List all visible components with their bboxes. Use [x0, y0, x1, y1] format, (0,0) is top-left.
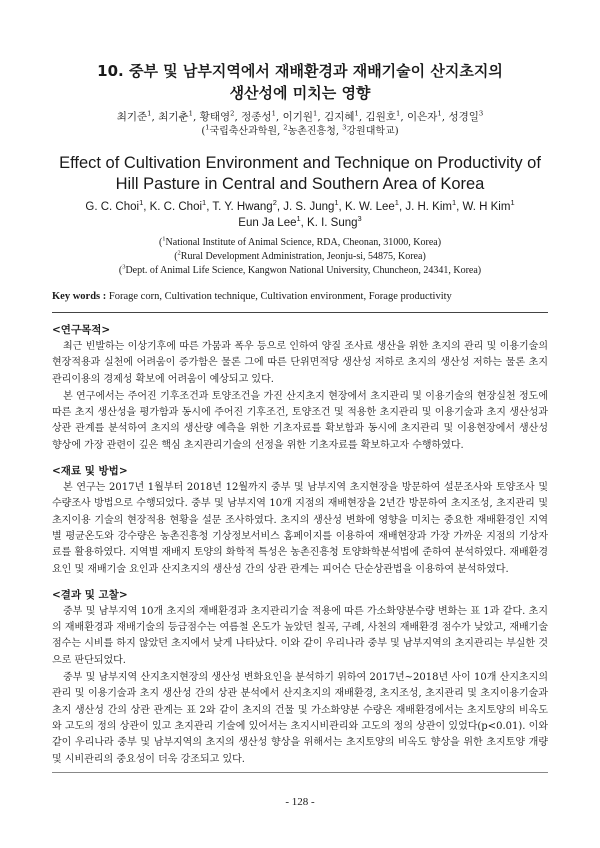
author	[158, 111, 193, 123]
author-name: 황태영	[199, 111, 231, 123]
author-name: T. Y. Hwang	[212, 201, 273, 213]
author-name: 최기준	[116, 111, 148, 123]
paper-page	[52, 60, 548, 773]
affiliation-mark: 1	[147, 109, 152, 118]
author	[407, 111, 442, 123]
author-name: K. W. Lee	[344, 201, 395, 213]
affiliation-mark: 3	[122, 263, 126, 271]
paragraph: 본 연구는 2017년 1월부터 2018년 12월까지 중부 및 남부지역 초지현장을 방문하여 설문조사와 토양조사 및 수량조사 방법으로 수행되었다. 중부 및 남부지역 10개 지점의 재배현장을 2년간 방문하여 초지조성, 초지관리 및 초지이용 기술의 현장적용 현황을 설문 조사하였다. 초지의 생산성 변화에 영향을 미치는 중요한 재배환경인 지역별 평균온도와 강수량은 농촌진흥청 기상정보서비스 홈페이지를 이용하여 재배현장과 가장 가까운 지점의 기상자료를 활용하였다. 지역별 재배지 토양의 화학적 특성은 농촌진흥청 토양화학분석법에 준하여 분석하였다. 재배환경 요인 및 재배기술 요인과 산지초지의 생산성 간의 상관 관계는 피어슨 단순상관법을 이용하여 분석하였다.	[52, 482, 548, 575]
author	[241, 111, 276, 123]
author	[85, 198, 144, 213]
author-name: W. H Kim	[462, 201, 511, 213]
english-affiliations	[52, 236, 548, 278]
english-affiliation: ($^3$Dept. of Animal Life Science, Kangwon National University, Chuncheon, 24341, Korea)	[118, 263, 482, 276]
affiliation-mark: 1	[202, 198, 207, 208]
author	[149, 198, 207, 213]
affiliation-mark: 1	[313, 109, 318, 118]
keywords-text: Forage corn, Cultivation technique, Cultivation environment, Forage productivity	[108, 291, 452, 302]
affiliation-mark: 1	[334, 198, 339, 208]
author	[366, 111, 401, 123]
author	[405, 198, 457, 213]
page-number: - 128 -	[285, 796, 315, 808]
english-affiliation: ($^1$National Institute of Animal Science, RDA, Cheonan, 31000, Korea)	[158, 235, 442, 248]
korean-title-line2: 생산성에 미치는 영향	[229, 84, 371, 102]
affiliation-mark: 1	[205, 123, 210, 132]
author	[283, 198, 339, 213]
affiliation-mark: 1	[162, 235, 166, 243]
author	[462, 198, 515, 213]
affiliation-mark: 1	[296, 214, 301, 224]
author	[200, 111, 235, 123]
english-title-line1: Effect of Cultivation Environment and Technique on Productivity of	[59, 154, 541, 172]
section-results	[52, 588, 548, 768]
affiliation-mark: 1	[271, 109, 276, 118]
keywords-label: Key words :	[52, 291, 107, 302]
section-methods	[52, 464, 548, 578]
english-title	[52, 153, 548, 195]
korean-title-line1: 10. 중부 및 남부지역에서 재배환경과 재배기술이 산지초지의	[97, 62, 503, 80]
korean-affiliations: ($^1$국립축산과학원, $^2$농촌진흥청, $^3$강원대학교)	[201, 123, 399, 137]
keywords	[52, 290, 548, 304]
english-title-line2: Hill Pasture in Central and Southern Area of Korea	[115, 175, 485, 193]
author-name: 이은자	[407, 111, 438, 123]
author-name: J. S. Jung	[283, 201, 335, 213]
affiliation-text: Dept. of Animal Life Science, Kangwon National University, Chuncheon, 24341, Korea	[125, 265, 478, 276]
author	[117, 111, 152, 123]
author	[307, 214, 362, 229]
author	[324, 111, 359, 123]
korean-title	[52, 60, 548, 104]
affiliation-mark: 1	[395, 109, 401, 118]
keywords-divider	[52, 312, 548, 313]
author-name: G. C. Choi	[85, 201, 140, 213]
affiliation-mark: 3	[342, 123, 347, 132]
affiliation-mark: 1	[354, 109, 359, 118]
affiliation-mark: 1	[451, 198, 457, 208]
affiliation-mark: 2	[177, 249, 181, 257]
end-divider	[52, 772, 548, 773]
section-heading: <결과 및 고찰>	[52, 588, 128, 601]
section-heading: <연구목적>	[52, 324, 111, 336]
section-purpose	[52, 323, 548, 454]
affiliation-mark: 3	[357, 214, 362, 224]
author	[448, 111, 483, 123]
korean-authors: 최기준$^1$, 최기춘$^1$, 황태영$^2$, 정종성$^1$, 이기원$^1$, 김지혜$^1$, 김원호$^1$, 이은자$^1$, 성경일$^3$	[116, 109, 484, 123]
affiliation-text: Rural Development Administration, Jeonju-si, 54875, Korea	[180, 251, 423, 262]
affiliation-name: 농촌진흥청	[287, 126, 336, 137]
affiliation-mark: 2	[272, 198, 277, 208]
paragraph: 중부 및 남부지역 10개 초지의 재배환경과 초지관리기술 적용에 따른 가소화양분수량 변화는 표 1과 같다. 초지의 재배환경과 재배기술의 등급점수는 여름철 온도가 높았던 칠곡, 구례, 사천의 재배환경 점수가 낮았고, 재배기술 점수는 시비를 하지 않았던 초지에서 낮게 나타났다. 이와 같이 우리나라 중부 및 남부지역의 초지관리는 부실한 것으로 판단되었다.	[52, 605, 548, 666]
affiliation-mark: 1	[394, 198, 399, 208]
author-name: 이기원	[282, 111, 314, 123]
affiliation-mark: 3	[478, 109, 484, 118]
affiliation-mark: 2	[230, 109, 235, 118]
affiliation-name: 강원대학교	[346, 126, 395, 137]
author-name: J. H. Kim	[405, 201, 452, 213]
affiliation-mark: 2	[283, 123, 288, 132]
paragraph: 중부 및 남부지역 산지초지현장의 생산성 변화요인을 분석하기 위하여 2017년~2018년 사이 10개 산지초지의 관리 및 이용기술과 초지 생산성 간의 상관 분석에서 산지초지의 재배환경, 초지조성, 초지관리 및 초지이용기술과 초지 생산성 간의 상관 관계는 표 2와 같이 초지의 건물 및 가소화양분 수량은 재배환경에서는 초지토양의 비옥도와 고도의 정의 상관이 있고 초지관리 기술에 있어서는 초지시비관리와 고도의 정의 상관이 있었다(p<0.01). 이와 같이 우리나라 중부 및 남부지역의 초지의 생산성 향상을 위해서는 초지토양의 비옥도 향상을 위한 초지토양 개량 및 시비관리의 중요성이 더욱 강조되고 있다.	[52, 672, 548, 765]
english-authors-line1: G. C. Choi$^1$, K. C. Choi$^1$, T. Y. Hwang$^2$, J. S. Jung$^1$, K. W. Lee$^1$, J. H. Kim$^1$, W. H Kim$^1$	[85, 198, 515, 213]
affiliation-name: 국립축산과학원	[209, 126, 278, 137]
english-affiliation: ($^2$Rural Development Administration, Jeonju-si, 54875, Korea)	[174, 249, 426, 262]
affiliation-mark: 1	[188, 109, 193, 118]
author-name: 김원호	[365, 111, 396, 123]
author	[212, 198, 277, 213]
author	[344, 198, 399, 213]
paragraph: 최근 빈발하는 이상기후에 따른 가뭄과 폭우 등으로 인하여 양질 조사료 생산을 위한 초지의 관리 및 이용기술의 현장적용과 실천에 어려움이 증가함은 물론 그에 따른 단위면적당 생산성 저하로 초지의 생산성 저하는 물론 초지관리이용의 경제성 확보에 어려움이 예상되고 있다.	[52, 341, 548, 385]
author-name: 성경일	[448, 111, 479, 123]
author-name: K. I. Sung	[307, 217, 358, 229]
english-authors	[52, 199, 548, 231]
paragraph: 본 연구에서는 주어진 기후조건과 토양조건을 가진 산지초지 현장에서 초지관리 및 이용기술의 현장실천 정도에 따른 초지 생산성을 평가함과 동시에 주어진 기후조건, 토양조건 및 적용한 초지관리 및 이용기술과 초지 생산성과 상관 관계를 분석하여 초지의 생산량 예측을 위한 기초자료를 확보함과 동시에 초지관리 및 이용현장에서 생산성 향상에 가장 관련이 깊은 핵심 초지관리기술의 선정을 위한 기초자료를 확보하고자 수행하였다.	[52, 390, 548, 451]
author-name: K. C. Choi	[149, 201, 203, 213]
author-name: 정종성	[241, 111, 272, 123]
affiliation-mark: 1	[510, 198, 515, 208]
section-heading: <재료 및 방법>	[52, 465, 128, 478]
affiliation-mark: 1	[139, 198, 144, 208]
affiliation-mark: 1	[437, 109, 442, 118]
affiliation-text: National Institute of Animal Science, RDA, Cheonan, 31000, Korea	[165, 237, 438, 248]
english-authors-line2: Eun Ja Lee$^1$, K. I. Sung$^3$	[238, 214, 362, 229]
author	[283, 111, 318, 123]
author-name: Eun Ja Lee	[238, 217, 297, 229]
author-name: 김지혜	[324, 111, 355, 123]
author-name: 최기춘	[158, 111, 189, 123]
